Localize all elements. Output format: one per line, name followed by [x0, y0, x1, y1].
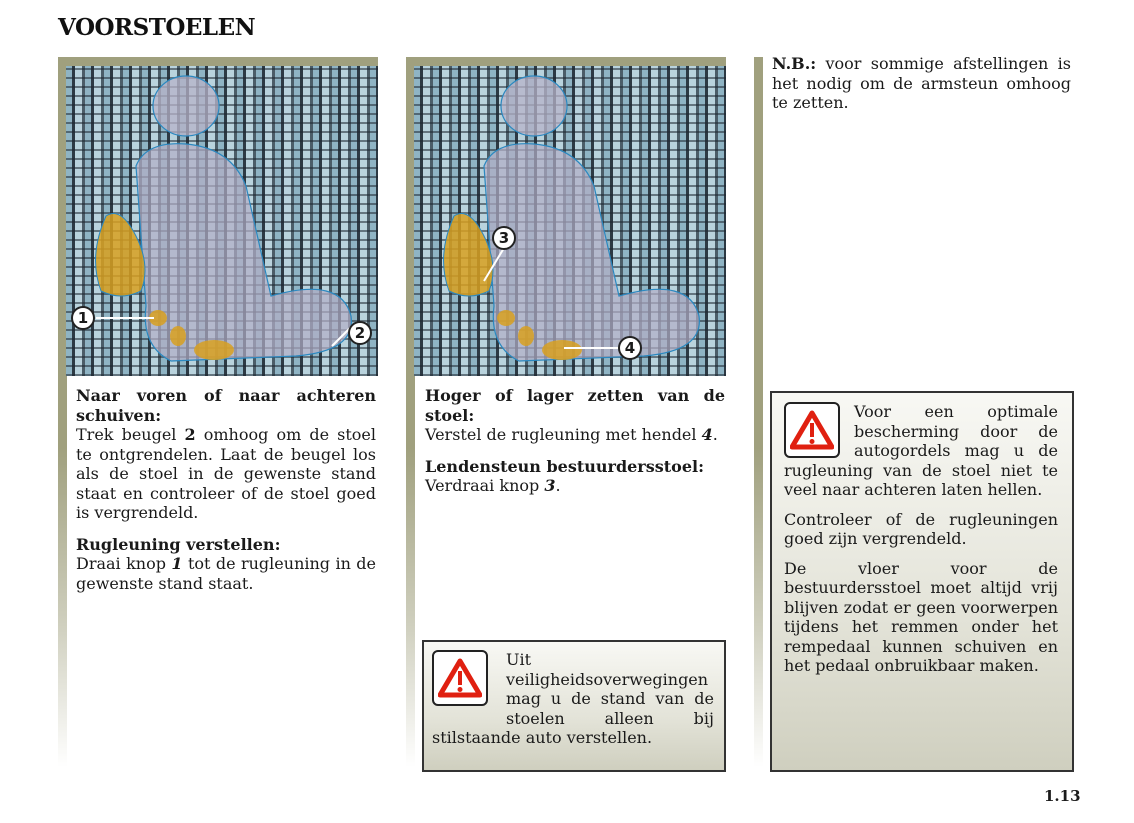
seat-illustration [414, 66, 726, 376]
ref-number: 3 [544, 476, 556, 495]
column2-text: Hoger of lager zetten van de stoel: Verstel de rugleuning met hendel 4. Lendensteun bestuurdersstoel: Verdraai knop 3. [425, 386, 725, 495]
warning-paragraph-floor: De vloer voor de bestuurdersstoel moet altijd vrij blijven zodat er geen voorwerpen tijdens het remmen onder het rempedaal kunnen schuiven en het pedaal onbruikbaar maken. [784, 558, 1058, 675]
column-sidebar-bar [754, 57, 763, 767]
seat-illustration [66, 66, 378, 376]
section-heading-height: Hoger of lager zetten van de stoel: [425, 386, 725, 425]
warning-text: Uit veiligheidsoverwegingen mag u de stand van de stoelen alleen bij stilstaande auto verstellen. [432, 650, 714, 747]
warning-paragraph-recline: Voor een optimale bescherming door de autogordels mag u de rugleuning van de stoel niet te veel naar achteren laten hellen. [784, 402, 1058, 499]
warning-paragraph-lock: Controleer of de rugleuningen goed zijn vergrendeld. [784, 509, 1058, 548]
seat-figure-2 [414, 66, 726, 376]
warning-box-backrest [770, 391, 1074, 772]
ref-number: 2 [184, 425, 196, 444]
warning-box-adjust-stationary [422, 640, 726, 772]
callout-1: 1 [71, 306, 95, 330]
callout-2: 2 [348, 321, 372, 345]
warning-triangle-icon [432, 650, 488, 706]
note-label: N.B.: [772, 54, 817, 73]
callout-4: 4 [618, 336, 642, 360]
seat-figure-1 [66, 66, 378, 376]
note-text: N.B.: voor sommige afstellingen is het nodig om de armsteun omhoog te zetten. [772, 54, 1071, 112]
figure-frame-top [406, 57, 726, 66]
ref-number: 1 [171, 554, 183, 573]
figure-frame-top [58, 57, 378, 66]
column1-text: Naar voren of naar achteren schuiven: Trek beugel 2 omhoog om de stoel te ontgrendelen. Laat de beugel los als de stoel in de gewenste stand staat en controleer of de stoel goed is vergrendeld. Rugleuning verstellen: Draai knop 1 tot de rugleuning in de gewenste stand staat. [76, 386, 377, 593]
ref-number: 4 [701, 425, 713, 444]
page-title: VOORSTOELEN [58, 14, 256, 41]
section-heading-lumbar: Lendensteun bestuurdersstoel: [425, 456, 704, 476]
warning-triangle-icon [784, 402, 840, 458]
callout-3: 3 [492, 226, 516, 250]
section-heading-slide: Naar voren of naar achteren schuiven: [76, 386, 376, 425]
section-heading-backrest: Rugleuning verstellen: [76, 534, 281, 554]
page-number: 1.13 [1044, 787, 1081, 805]
